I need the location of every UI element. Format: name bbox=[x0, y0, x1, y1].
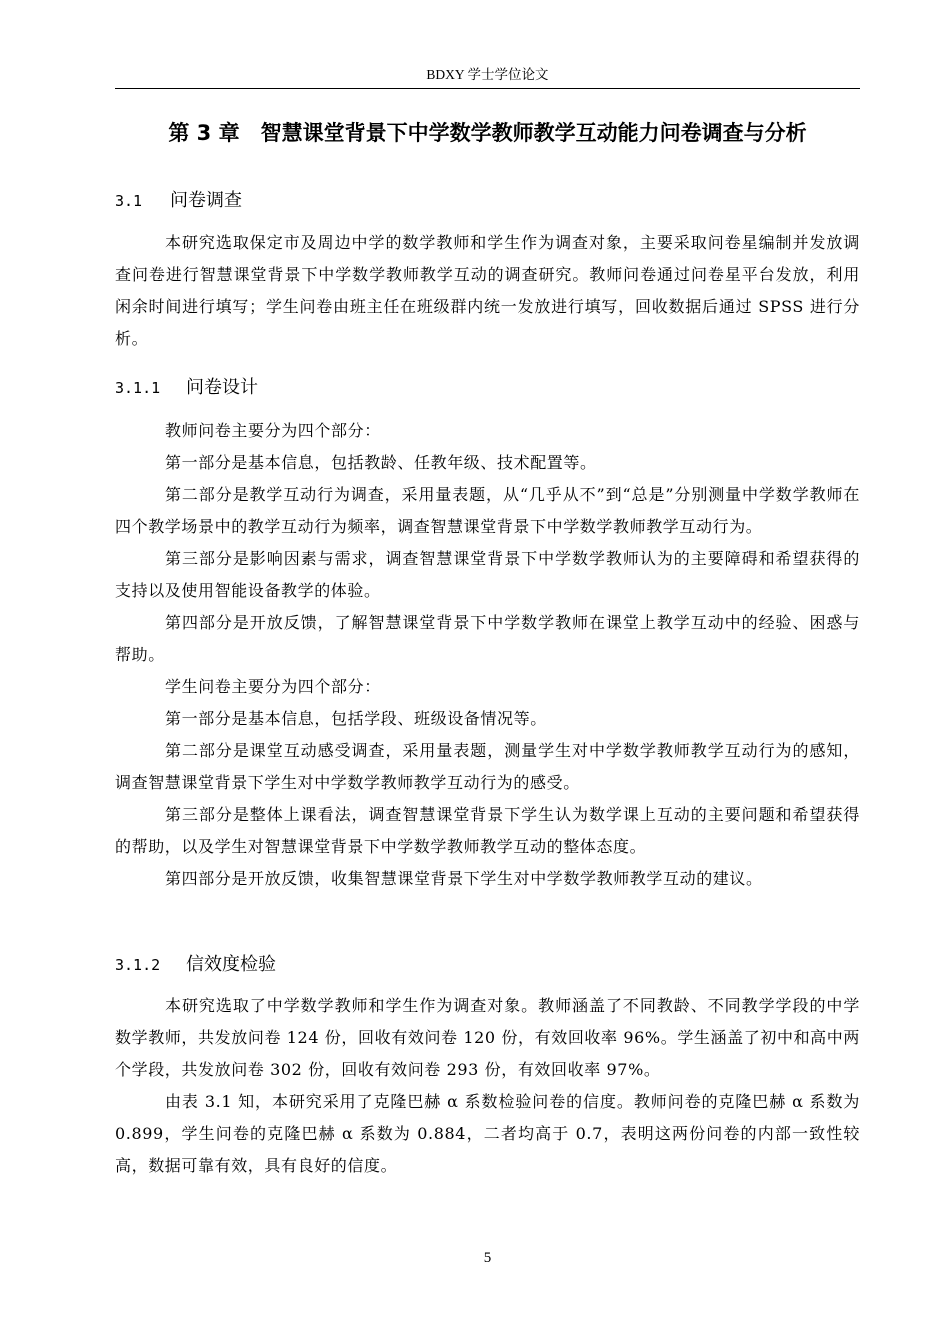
chapter-title: 第 3 章 智慧课堂背景下中学数学教师教学互动能力问卷调查与分析 bbox=[168, 121, 807, 145]
section-number: 3.1 bbox=[115, 192, 143, 210]
paragraph: 由表 3.1 知，本研究采用了克隆巴赫 α 系数检验问卷的信度。教师问卷的克隆巴赫 α 系数为 0.899，学生问卷的克隆巴赫 α 系数为 0.884，二者均高于 0.7，表明这两份问卷的内部一致性较高，数据可靠有效，具有良好的信度。 bbox=[115, 1092, 860, 1175]
section-3-1-1-body bbox=[115, 415, 860, 895]
paragraph: 教师问卷主要分为四个部分： bbox=[165, 421, 381, 440]
paragraph: 第一部分是基本信息，包括学段、班级设备情况等。 bbox=[165, 709, 547, 728]
section-title: 问卷设计 bbox=[186, 377, 258, 398]
paragraph: 第三部分是影响因素与需求，调查智慧课堂背景下中学数学教师认为的主要障碍和希望获得的支持以及使用智能设备教学的体验。 bbox=[115, 549, 860, 600]
section-number: 3.1.2 bbox=[115, 956, 161, 974]
paragraph: 第二部分是课堂互动感受调查，采用量表题，测量学生对中学数学教师教学互动行为的感知，调查智慧课堂背景下学生对中学数学教师教学互动行为的感受。 bbox=[115, 741, 860, 792]
section-heading-3-1 bbox=[115, 188, 242, 214]
paragraph: 学生问卷主要分为四个部分： bbox=[165, 677, 381, 696]
paragraph: 第一部分是基本信息，包括教龄、任教年级、技术配置等。 bbox=[165, 453, 597, 472]
header-divider bbox=[115, 88, 860, 89]
section-title: 信效度检验 bbox=[186, 954, 276, 975]
paragraph: 第四部分是开放反馈，收集智慧课堂背景下学生对中学数学教师教学互动的建议。 bbox=[165, 869, 763, 888]
section-heading-3-1-2 bbox=[115, 952, 276, 978]
page-number: 5 bbox=[483, 1250, 492, 1266]
section-number: 3.1.1 bbox=[115, 379, 161, 397]
section-3-1-body bbox=[115, 227, 860, 355]
section-heading-3-1-1 bbox=[115, 375, 258, 401]
paragraph: 第三部分是整体上课看法，调查智慧课堂背景下学生认为数学课上互动的主要问题和希望获得的帮助，以及学生对智慧课堂背景下中学数学教师教学互动的整体态度。 bbox=[115, 805, 860, 856]
section-title: 问卷调查 bbox=[170, 190, 242, 211]
paragraph: 本研究选取保定市及周边中学的数学教师和学生作为调查对象，主要采取问卷星编制并发放调查问卷进行智慧课堂背景下中学数学教师教学互动的调查研究。教师问卷通过问卷星平台发放，利用闲余时间进行填写；学生问卷由班主任在班级群内统一发放进行填写，回收数据后通过 SPSS 进行分析。 bbox=[115, 233, 860, 348]
section-3-1-2-body bbox=[115, 990, 860, 1182]
paragraph: 第二部分是教学互动行为调查，采用量表题，从“几乎从不”到“总是”分别测量中学数学教师在四个教学场景中的教学互动行为频率，调查智慧课堂背景下中学数学教师教学互动行为。 bbox=[115, 485, 860, 536]
paragraph: 第四部分是开放反馈，了解智慧课堂背景下中学数学教师在课堂上教学互动中的经验、困惑与帮助。 bbox=[115, 613, 860, 664]
running-header: BDXY 学士学位论文 bbox=[426, 67, 549, 82]
paragraph: 本研究选取了中学数学教师和学生作为调查对象。教师涵盖了不同教龄、不同教学学段的中学数学教师，共发放问卷 124 份，回收有效问卷 120 份，有效回收率 96%。学生涵盖了初中和高中两个学段，共发放问卷 302 份，回收有效问卷 293 份，有效回收率 97%。 bbox=[115, 996, 860, 1079]
